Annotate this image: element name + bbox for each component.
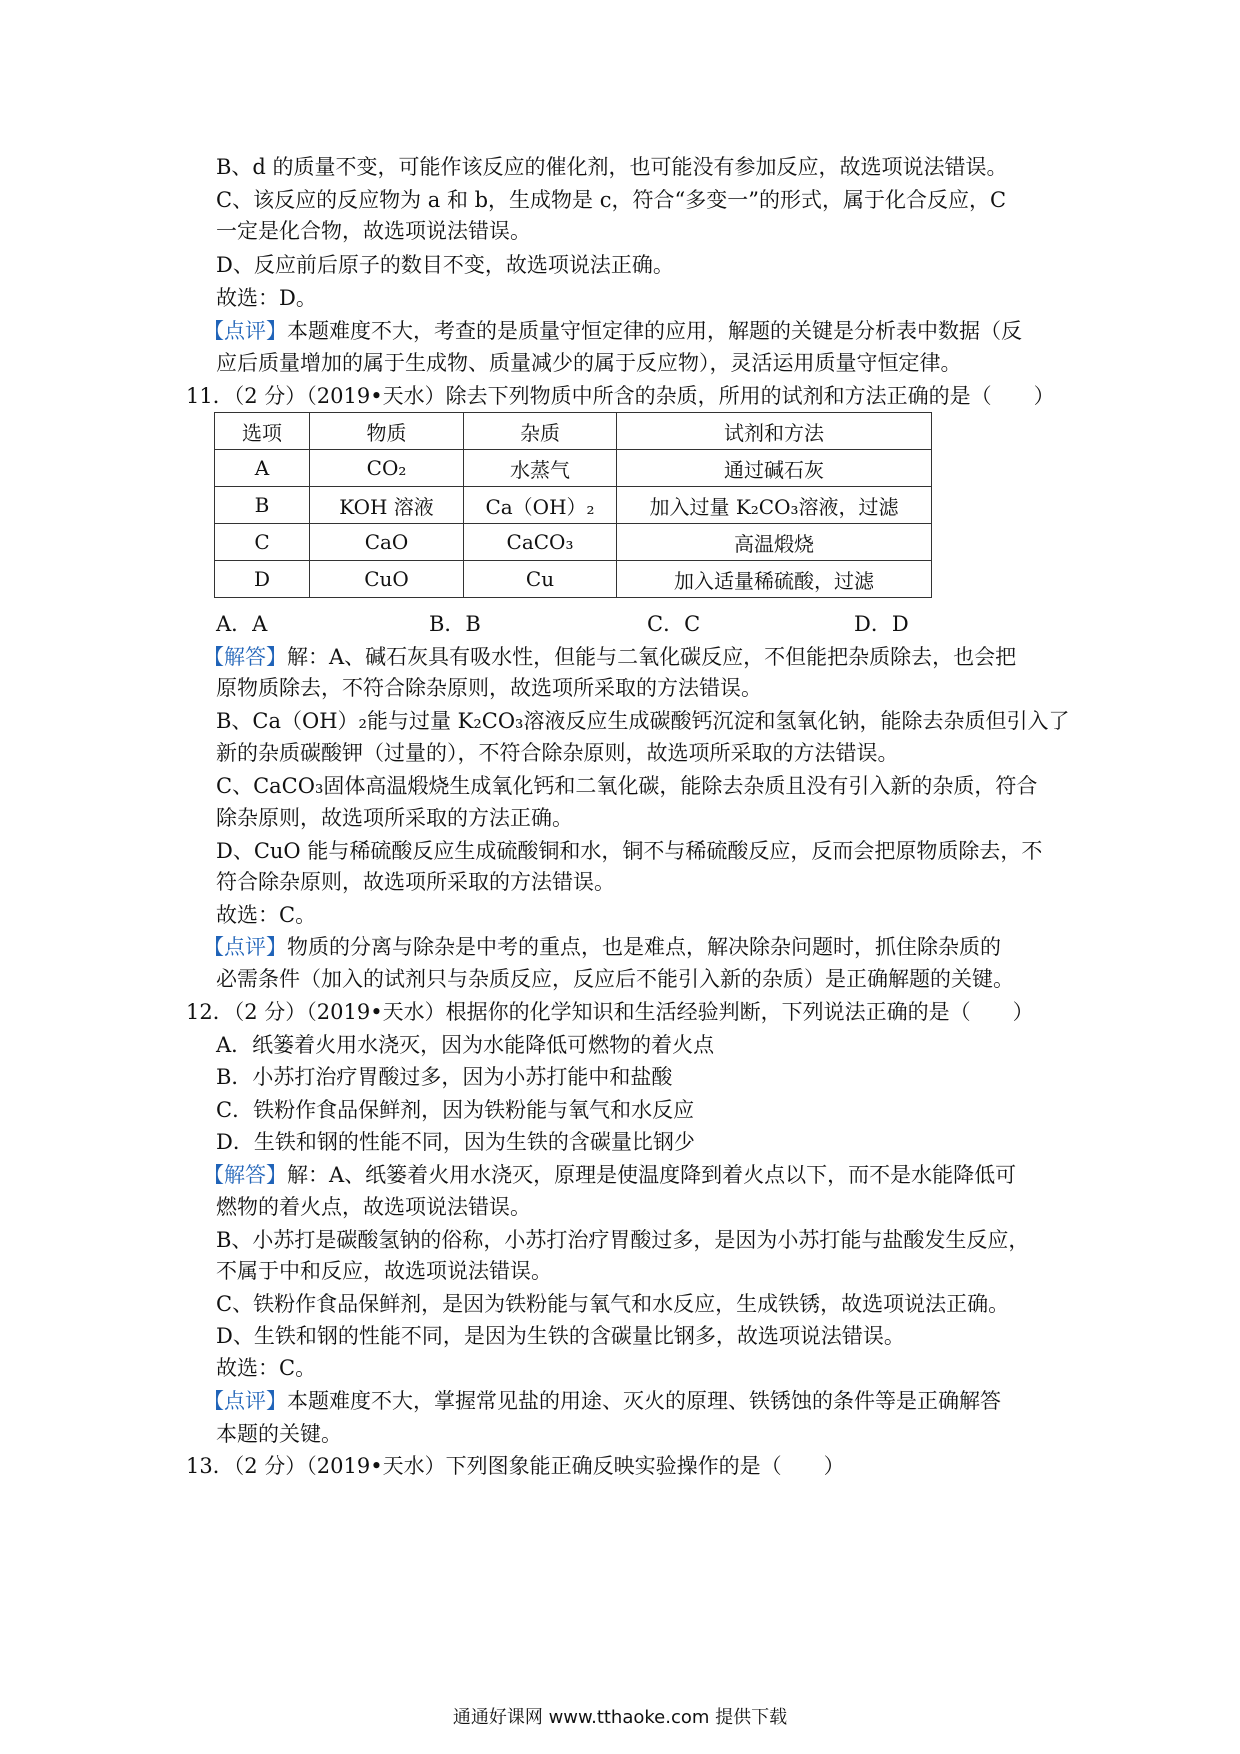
text-line: 一定是化合物，故选项说法错误。 xyxy=(216,219,531,243)
text-line: 应后质量增加的属于生成物、质量减少的属于反应物），灵活运用质量守恒定律。 xyxy=(216,351,962,375)
table-row xyxy=(215,524,932,561)
comment-tag: 【点评】 xyxy=(203,319,287,343)
comment-10 xyxy=(203,316,1053,346)
answer-text: 解：A、纸篓着火用水浇灭，原理是使温度降到着火点以下，而不是水能降低可 xyxy=(287,1163,1017,1187)
table-row xyxy=(215,561,932,598)
table-cell: KOH 溶液 xyxy=(310,487,464,524)
option-d: D．生铁和钢的性能不同，因为生铁的含碳量比钢少 xyxy=(216,1130,695,1154)
text-line: 故选：D。 xyxy=(216,286,317,310)
text-line: B、小苏打是碳酸氢钠的俗称，小苏打治疗胃酸过多，是因为小苏打能与盐酸发生反应， xyxy=(216,1228,1030,1252)
text-line: B、Ca（OH）₂能与过量 K₂CO₃溶液反应生成碳酸钙沉淀和氢氧化钠，能除去杂质但引入了 xyxy=(216,709,1070,733)
text-line: 必需条件（加入的试剂只与杂质反应，反应后不能引入新的杂质）是正确解题的关键。 xyxy=(216,967,1014,991)
comment-tag: 【点评】 xyxy=(203,1389,287,1413)
table-row xyxy=(215,487,932,524)
table-header-row xyxy=(215,413,932,450)
table-cell: C xyxy=(215,524,310,561)
table-cell: 通过碱石灰 xyxy=(617,450,932,487)
comment-12 xyxy=(203,1386,1053,1416)
answer-11 xyxy=(203,642,1053,672)
table-cell: Cu xyxy=(464,561,617,598)
text-line: D、生铁和钢的性能不同，是因为生铁的含碳量比钢多，故选项说法错误。 xyxy=(216,1324,905,1348)
text-line: 新的杂质碳酸钾（过量的），不符合除杂原则，故选项所采取的方法错误。 xyxy=(216,741,899,765)
text-line: B、d 的质量不变，可能作该反应的催化剂，也可能没有参加反应，故选项说法错误。 xyxy=(216,155,1008,179)
table-cell: CaO xyxy=(310,524,464,561)
text-line: 不属于中和反应，故选项说法错误。 xyxy=(216,1259,552,1283)
text-line: 除杂原则，故选项所采取的方法正确。 xyxy=(216,806,573,830)
text-line: C、CaCO₃固体高温煅烧生成氧化钙和二氧化碳，能除去杂质且没有引入新的杂质，符合 xyxy=(216,774,1038,798)
table-cell: Ca（OH）₂ xyxy=(464,487,617,524)
page-footer: 通通好课网 www.tthaoke.com 提供下载 xyxy=(452,1707,788,1728)
table-cell: A xyxy=(215,450,310,487)
answer-tag: 【解答】 xyxy=(203,645,287,669)
text-line: C、该反应的反应物为 a 和 b，生成物是 c，符合“多变一”的形式，属于化合反应，C xyxy=(216,188,1007,212)
text-line: 原物质除去，不符合除杂原则，故选项所采取的方法错误。 xyxy=(216,676,762,700)
table-header: 试剂和方法 xyxy=(617,413,932,450)
text-line: 燃物的着火点，故选项说法错误。 xyxy=(216,1195,531,1219)
table-header: 物质 xyxy=(310,413,464,450)
table-cell: 加入过量 K₂CO₃溶液，过滤 xyxy=(617,487,932,524)
table-cell: D xyxy=(215,561,310,598)
option-b: B．B xyxy=(429,612,481,636)
option-c: C．C xyxy=(647,612,701,636)
table-cell: 加入适量稀硫酸，过滤 xyxy=(617,561,932,598)
text-line: D、反应前后原子的数目不变，故选项说法正确。 xyxy=(216,253,674,277)
table-cell: B xyxy=(215,487,310,524)
comment-text: 物质的分离与除杂是中考的重点，也是难点，解决除杂问题时，抓住除杂质的 xyxy=(287,935,1001,959)
table-cell: CuO xyxy=(310,561,464,598)
comment-11 xyxy=(203,932,1053,962)
table-cell: CO₂ xyxy=(310,450,464,487)
text-line: 故选：C。 xyxy=(216,903,317,927)
question-13-stem: 13．（2 分）（2019•天水）下列图象能正确反映实验操作的是（ ） xyxy=(186,1454,845,1478)
option-a: A．纸篓着火用水浇灭，因为水能降低可燃物的着火点 xyxy=(216,1033,715,1057)
answer-text: 解：A、碱石灰具有吸水性，但能与二氧化碳反应，不但能把杂质除去，也会把 xyxy=(287,645,1017,669)
question-12-stem: 12．（2 分）（2019•天水）根据你的化学知识和生活经验判断，下列说法正确的是（ ） xyxy=(186,1000,1034,1024)
table-header: 杂质 xyxy=(464,413,617,450)
text-line: D、CuO 能与稀硫酸反应生成硫酸铜和水，铜不与稀硫酸反应，反而会把原物质除去，不 xyxy=(216,839,1043,863)
option-a: A．A xyxy=(216,612,268,636)
option-c: C．铁粉作食品保鲜剂，因为铁粉能与氧气和水反应 xyxy=(216,1098,695,1122)
comment-text: 本题难度不大，考查的是质量守恒定律的应用，解题的关键是分析表中数据（反 xyxy=(287,319,1022,343)
answer-12 xyxy=(203,1160,1053,1190)
text-line: 故选：C。 xyxy=(216,1356,317,1380)
table-row xyxy=(215,450,932,487)
table-cell: 水蒸气 xyxy=(464,450,617,487)
option-d: D．D xyxy=(854,612,909,636)
text-line: C、铁粉作食品保鲜剂，是因为铁粉能与氧气和水反应，生成铁锈，故选项说法正确。 xyxy=(216,1292,1010,1316)
option-b: B．小苏打治疗胃酸过多，因为小苏打能中和盐酸 xyxy=(216,1065,673,1089)
table-cell: CaCO₃ xyxy=(464,524,617,561)
comment-tag: 【点评】 xyxy=(203,935,287,959)
answer-tag: 【解答】 xyxy=(203,1163,287,1187)
comment-text: 本题难度不大，掌握常见盐的用途、灭火的原理、铁锈蚀的条件等是正确解答 xyxy=(287,1389,1001,1413)
text-line: 符合除杂原则，故选项所采取的方法错误。 xyxy=(216,870,615,894)
table-header: 选项 xyxy=(215,413,310,450)
question-11-stem: 11．（2 分）（2019•天水）除去下列物质中所含的杂质，所用的试剂和方法正确的是（ ） xyxy=(186,384,1055,408)
question-11-table xyxy=(214,412,932,598)
table-cell: 高温煅烧 xyxy=(617,524,932,561)
text-line: 本题的关键。 xyxy=(216,1422,342,1446)
